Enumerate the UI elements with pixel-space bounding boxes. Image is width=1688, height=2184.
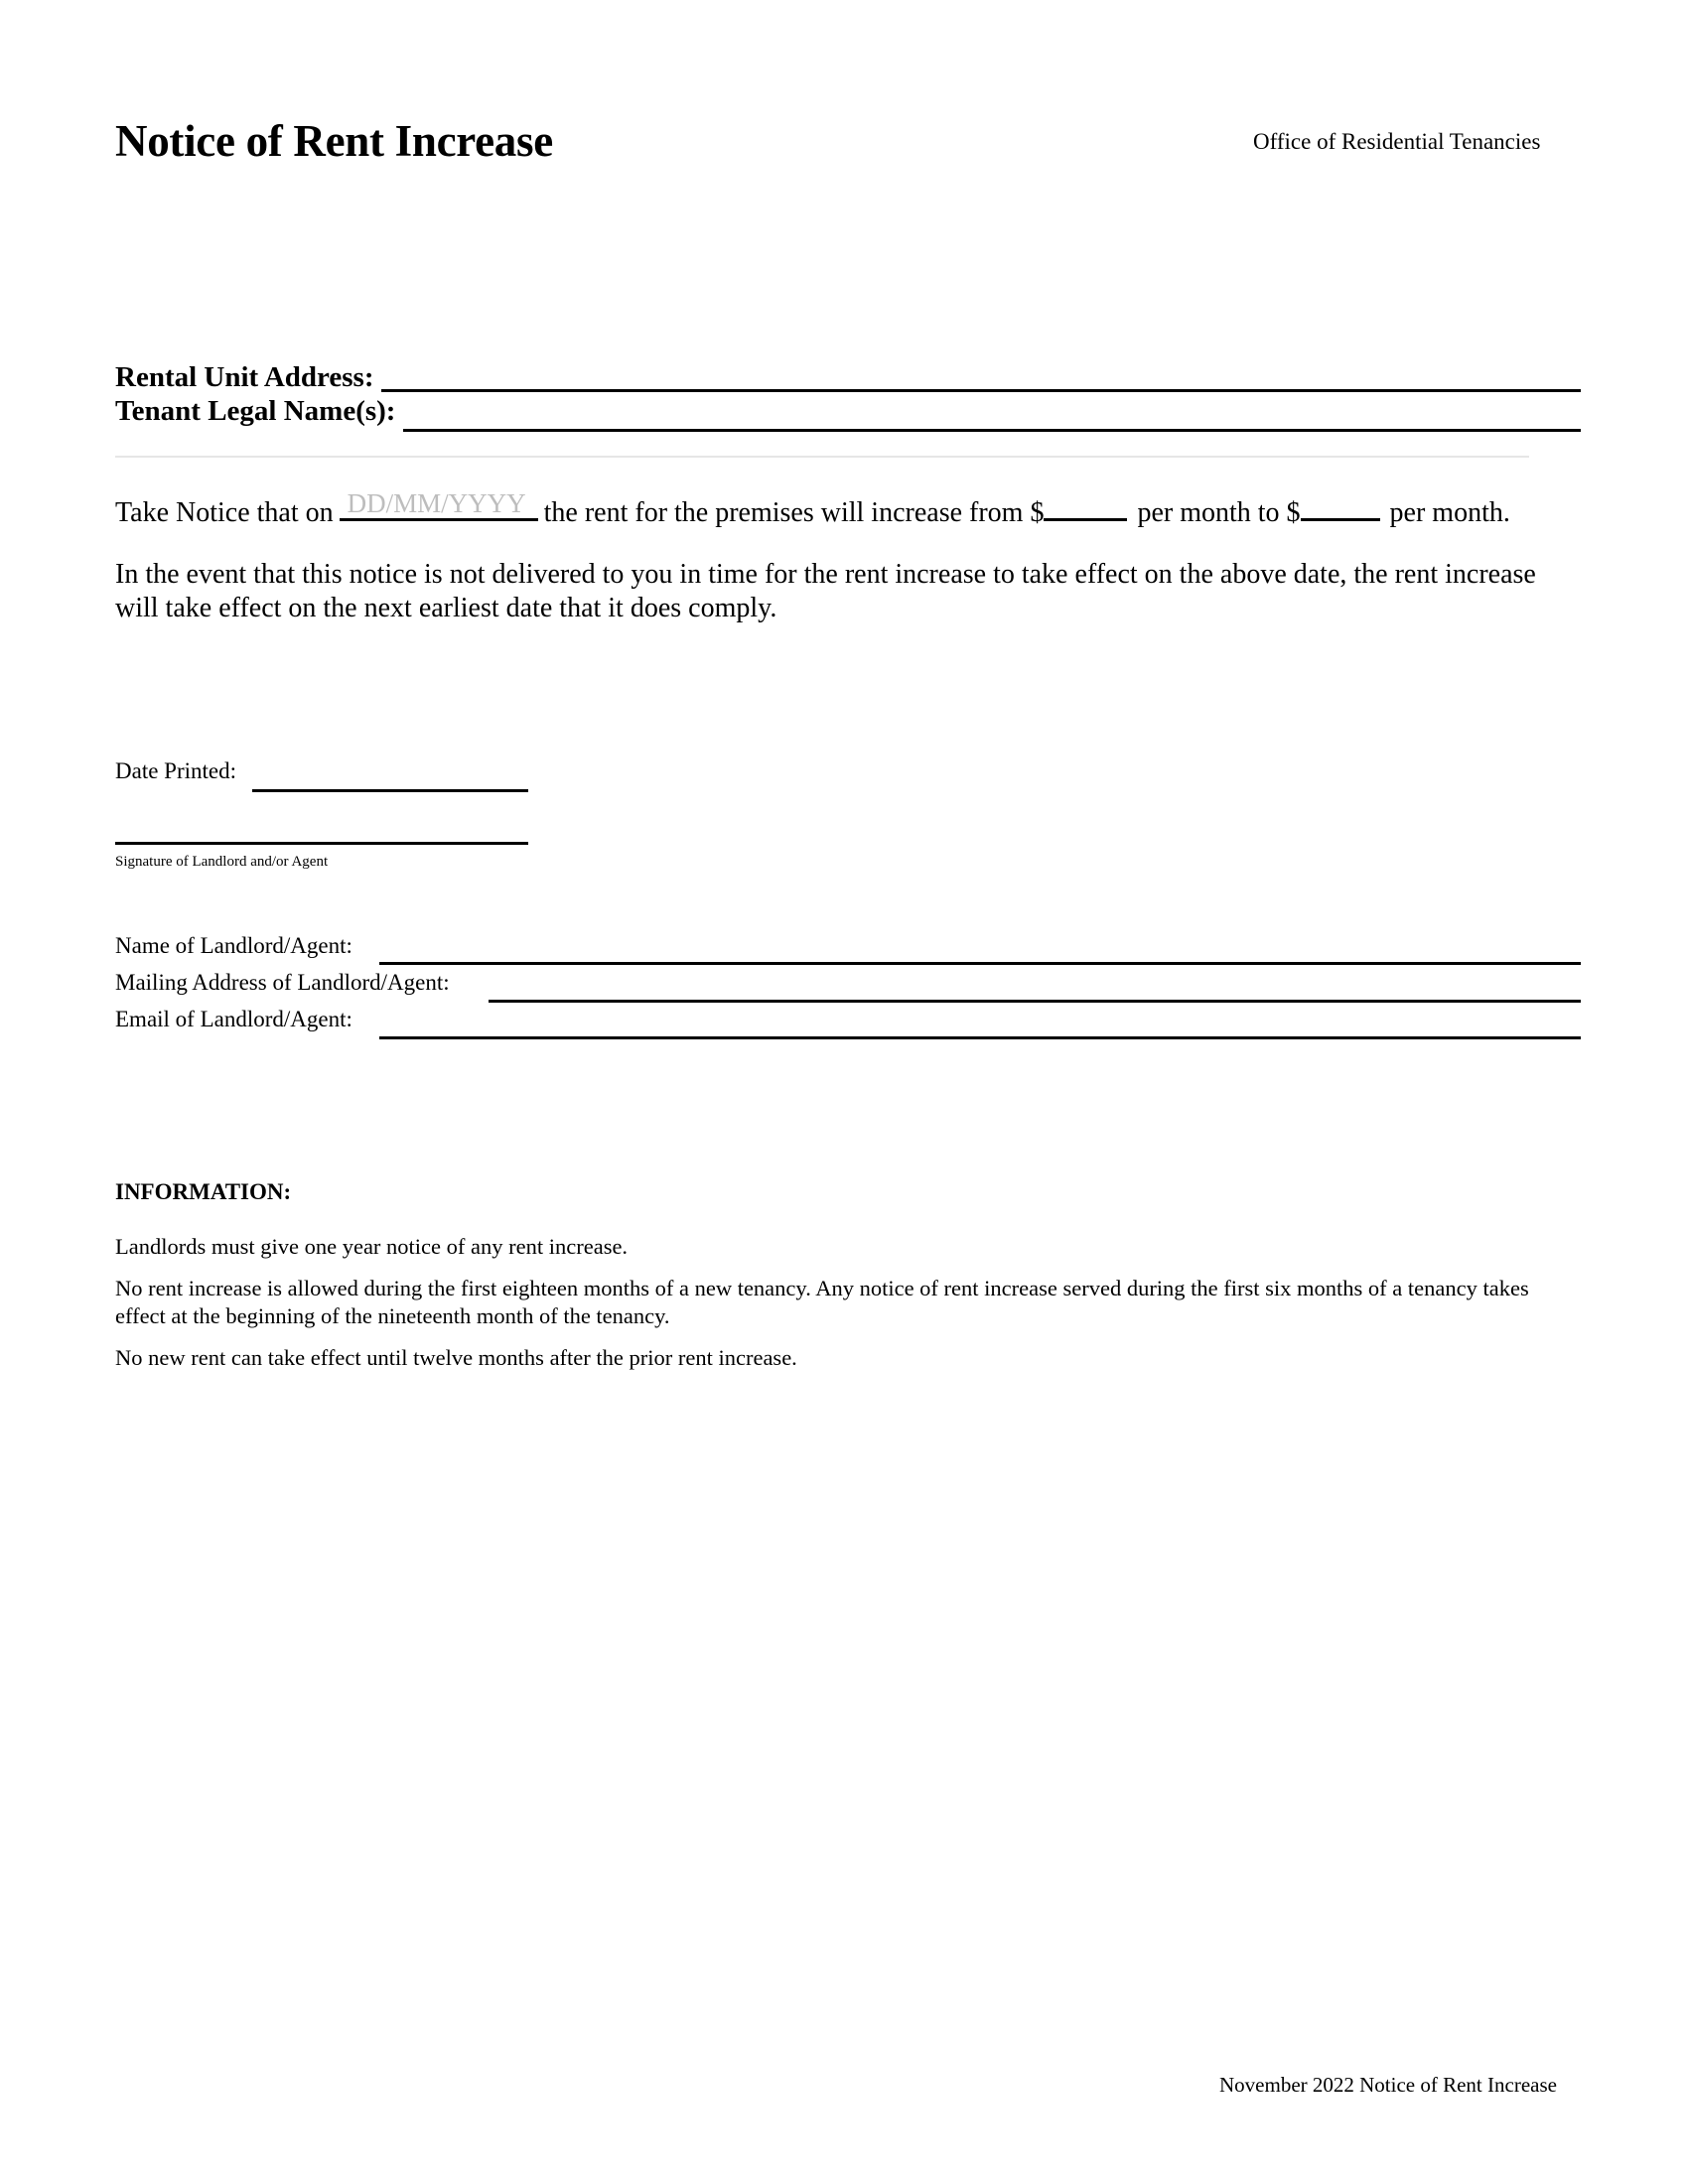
new-rent-field[interactable] [1301, 492, 1380, 521]
office-name: Office of Residential Tenancies [1253, 129, 1541, 154]
tenant-legal-names-label: Tenant Legal Name(s): [115, 395, 396, 427]
signature-caption: Signature of Landlord and/or Agent [115, 854, 329, 870]
notice-paragraph: In the event that this notice is not delivered to you in time for the rent increase to take effect on the above date, the rent increase will take effect on the next earliest date that it does comply. [115, 559, 1536, 623]
notice-per-month-to: per month to $ [1137, 497, 1301, 528]
notice-prefix: Take Notice that on [115, 497, 334, 528]
information-item: No rent increase is allowed during the first eighteen months of a new tenancy. Any notice of rent increase served during the first six months of a tenancy takes effect at the beginning of the nineteenth month of the tenancy. [115, 1276, 1529, 1328]
landlord-email-label: Email of Landlord/Agent: [115, 1007, 352, 1031]
tenant-legal-names-field[interactable] [403, 429, 1581, 432]
rental-unit-address-field[interactable] [381, 389, 1581, 392]
information-item: No new rent can take effect until twelve months after the prior rent increase. [115, 1345, 797, 1370]
date-printed-label: Date Printed: [115, 758, 236, 783]
effective-date-placeholder: DD/MM/YYYY [347, 488, 526, 518]
section-divider [115, 456, 1529, 458]
footer-text: November 2022 Notice of Rent Increase [1219, 2073, 1557, 2097]
landlord-name-label: Name of Landlord/Agent: [115, 933, 352, 958]
landlord-mailing-label: Mailing Address of Landlord/Agent: [115, 970, 450, 995]
notice-sentence [115, 488, 1510, 529]
date-printed-field[interactable] [252, 789, 528, 792]
landlord-name-field[interactable] [379, 962, 1581, 965]
information-item: Landlords must give one year notice of any rent increase. [115, 1234, 629, 1259]
information-heading: INFORMATION: [115, 1179, 292, 1204]
notice-middle: the rent for the premises will increase from $ [543, 497, 1045, 528]
effective-date-field[interactable] [340, 488, 538, 521]
notice-suffix: per month. [1389, 497, 1510, 528]
signature-field[interactable] [115, 842, 528, 845]
rental-unit-address-label: Rental Unit Address: [115, 361, 374, 393]
document-title: Notice of Rent Increase [115, 116, 553, 166]
current-rent-field[interactable] [1044, 492, 1127, 521]
landlord-email-field[interactable] [379, 1036, 1581, 1039]
landlord-mailing-field[interactable] [489, 1000, 1581, 1003]
